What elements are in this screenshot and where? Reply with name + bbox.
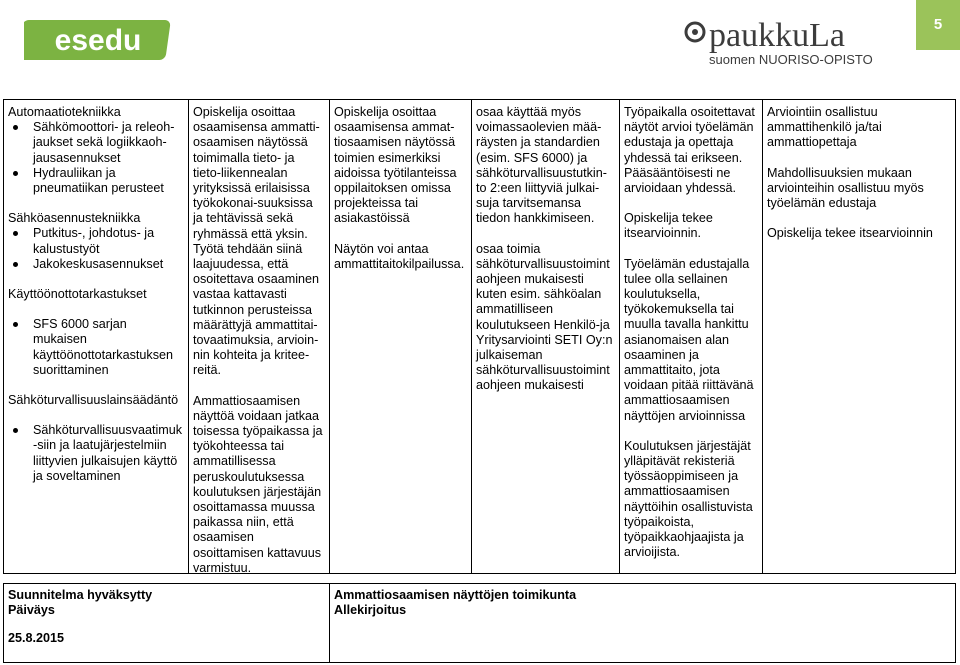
paragraph: Työpaikalla osoitettavat näytöt arvioi työelämän edustaja ja opettaja yhdessä tai erikseen. Pääsääntöisesti ne arvioidaan yhdessä. xyxy=(624,105,755,196)
paukkula-logo-name: paukkuLa xyxy=(709,17,845,54)
paragraph: Mahdollisuuksien mukaan arviointeihin osallistuu myös työelämän edustaja xyxy=(767,165,924,211)
paragraph: Työelämän edustajalla tulee olla sellainen koulutuksella, työkokemuksella tai muulla tavalla hankittu asianomaisen alan osaaminen ja ammattitaito, jota voidaan pitää riittävänä ammattiosaamisen näyttöjen arvioinnissa xyxy=(624,256,754,423)
paukkula-logo xyxy=(683,12,893,68)
committee-title: Ammattiosaamisen näyttöjen toimikunta xyxy=(334,588,577,602)
list-item: Putkitus-, johdotus- ja kalustustyöt xyxy=(8,226,184,256)
column-demonstration-place xyxy=(330,100,472,573)
paragraph: Opiskelija tekee itsearvioinnin. xyxy=(624,211,713,241)
main-table xyxy=(3,99,956,574)
list-item: Jakokeskusasennukset xyxy=(8,257,184,272)
committee-cell xyxy=(330,584,621,662)
list-item: Sähköturvallisuusvaatimuk -siin ja laatujärjestelmiin liittyvien julkaisujen käyttö ja soveltaminen xyxy=(8,423,184,484)
column-competence-areas xyxy=(4,100,189,573)
list-item: Hydrauliikan ja pneumatiikan perusteet xyxy=(8,166,184,196)
column-assessment-criteria xyxy=(472,100,620,573)
paragraph: Opiskelija osoittaa osaamisensa ammatti-osaamisen näytössä toimimalla tieto- ja tieto-liikennealan yrityksissä erilaisissa työkokonai-suuksissa ja tehtävissä sekä ryhmässä että yksin. Työtä tehdään siinä laajuudessa, että osoitettava osaaminen vastaa kattavasti tutkinnon perusteissa määrättyjä ammattitai-tovaatimuksia, arvioin-nin kohteita ja kritee-reitä. xyxy=(193,105,320,378)
paragraph: Opiskelija osoittaa osaamisensa ammat-tiosaamisen näytössä toimien esimerkiksi aidoissa työtilanteissa oppilaitoksen omissa projekteissa tai asiakastöissä xyxy=(334,105,457,226)
signature-label: Allekirjoitus xyxy=(334,603,407,618)
paragraph: osaa käyttää myös voimassaolevien mää-räysten ja standardien (esim. SFS 6000) ja sähköturvallisuustutkin-to 2:een liittyviä julkai-suja tarvitsemansa tiedon hankkimiseen. xyxy=(476,105,607,226)
paukkula-logo-sub: suomen NUORISO-OPISTO xyxy=(709,52,873,67)
date-label: Päiväys xyxy=(8,603,55,618)
heading-commissioning: Käyttöönottotarkastukset xyxy=(8,287,147,302)
approval-date: 25.8.2015 xyxy=(8,630,65,645)
list-item: Sähkömoottori- ja releoh-jaukset sekä logiikkaoh-jausasennukset xyxy=(8,120,184,166)
column-demonstration-method xyxy=(189,100,330,573)
esedu-logo xyxy=(24,12,172,64)
paragraph: Ammattiosaamisen näyttöä voidaan jatkaa toisessa työpaikassa ja työkohteessa tai ammatillisessa peruskoulutuksessa koulutuksen järjestäjän osoittamassa muussa paikassa niin, että osaamisen osoittamisen kattavuus varmistuu. xyxy=(193,393,323,575)
esedu-logo-text: esedu xyxy=(54,24,142,57)
paragraph: Arviointiin osallistuu ammattihenkilö ja/tai ammattiopettaja xyxy=(767,105,882,150)
paragraph: Koulutuksen järjestäjät ylläpitävät rekisteriä työssäoppimiseen ja ammattiosaamisen näyttöihin osallistuvista työpaikoista, työpaikkaohjaajista ja arvioijista. xyxy=(624,438,753,560)
heading-electrical-installation: Sähköasennustekniikka xyxy=(8,211,141,226)
column-evaluation-participants xyxy=(763,100,956,573)
approval-title: Suunnitelma hyväksytty xyxy=(8,588,153,602)
heading-automation: Automaatiotekniikka xyxy=(8,105,121,119)
paragraph: Näytön voi antaa ammattitaitokilpailussa. xyxy=(334,241,465,271)
list-item: SFS 6000 sarjan mukaisen käyttöönottotarkastuksen suorittaminen xyxy=(8,317,184,378)
paragraph: Opiskelija tekee itsearvioinnin xyxy=(767,226,933,241)
approval-table xyxy=(3,583,956,663)
paragraph: osaa toimia sähköturvallisuustoimint aohjeen mukaisesti kuten esim. sähköalan ammatilliseen koulutukseen Henkilö-ja Yritysarviointi SETI Oy:n julkaiseman sähköturvallisuustoimint aohjeen mukaisesti xyxy=(476,241,613,393)
approval-cell xyxy=(4,584,330,662)
column-assessors xyxy=(620,100,763,573)
page-number-badge: 5 xyxy=(916,0,960,50)
heading-safety-legislation: Sähköturvallisuuslainsäädäntö xyxy=(8,393,179,408)
